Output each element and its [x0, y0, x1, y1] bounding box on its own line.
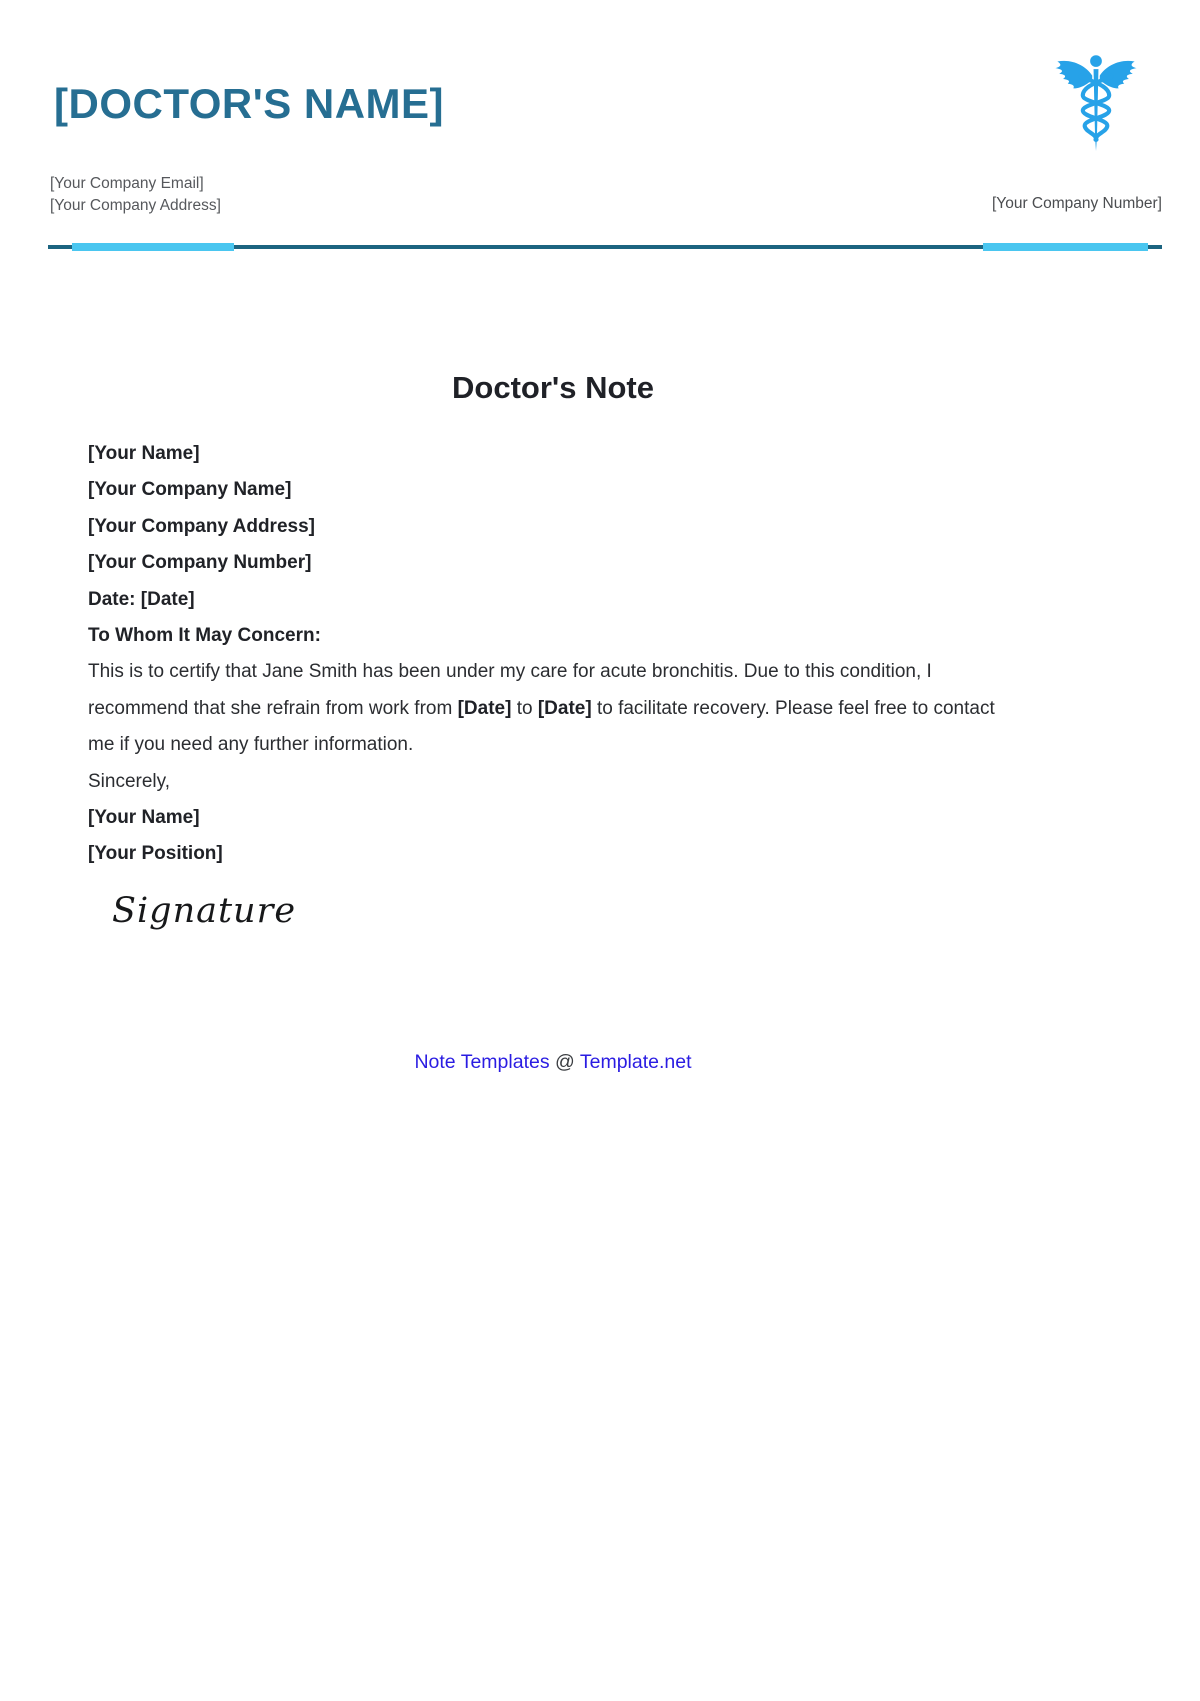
footer-link[interactable]	[88, 1051, 1018, 1074]
company-email: [Your Company Email]	[50, 175, 204, 192]
date-line: Date: [Date]	[88, 588, 195, 610]
info-line-company-number: [Your Company Number]	[88, 552, 312, 574]
divider-accent-left	[72, 243, 234, 251]
info-line-company-name: [Your Company Name]	[88, 479, 292, 501]
footer-at-separator: @	[549, 1050, 580, 1073]
company-address: [Your Company Address]	[50, 196, 221, 214]
company-number: [Your Company Number]	[991, 195, 1162, 212]
note-paragraph	[88, 654, 1018, 763]
footer-site-link[interactable]: Template.net	[579, 1050, 692, 1073]
footer-link-text[interactable]: Note Templates	[414, 1050, 550, 1073]
paragraph-text: This is to certify that Jane Smith has been under my care for acute bronchitis. Due to this condition, I recommend that she refrain from work from	[88, 661, 932, 719]
info-line-name: [Your Name]	[88, 443, 200, 464]
header-divider	[48, 243, 1162, 252]
closing: Sincerely,	[88, 770, 171, 792]
signer-name: [Your Name]	[88, 807, 200, 829]
company-contact-block	[50, 173, 221, 216]
signature-script: Signature	[112, 890, 297, 931]
doctor-name-heading: [DOCTOR'S NAME]	[54, 80, 445, 127]
salutation: To Whom It May Concern:	[88, 625, 321, 647]
date-placeholder-start: [Date]	[457, 697, 512, 719]
divider-accent-right	[983, 243, 1148, 251]
info-line-company-address: [Your Company Address]	[88, 515, 315, 537]
note-body	[88, 368, 1018, 1074]
paragraph-text: to facilitate recovery. Please feel free to contact me if you need any further information.	[88, 697, 995, 756]
signer-position: [Your Position]	[88, 843, 223, 865]
note-title: Doctor's Note	[452, 370, 654, 405]
date-placeholder-end: [Date]	[537, 697, 592, 719]
caduceus-icon	[1043, 54, 1149, 152]
paragraph-text: to	[511, 697, 538, 719]
